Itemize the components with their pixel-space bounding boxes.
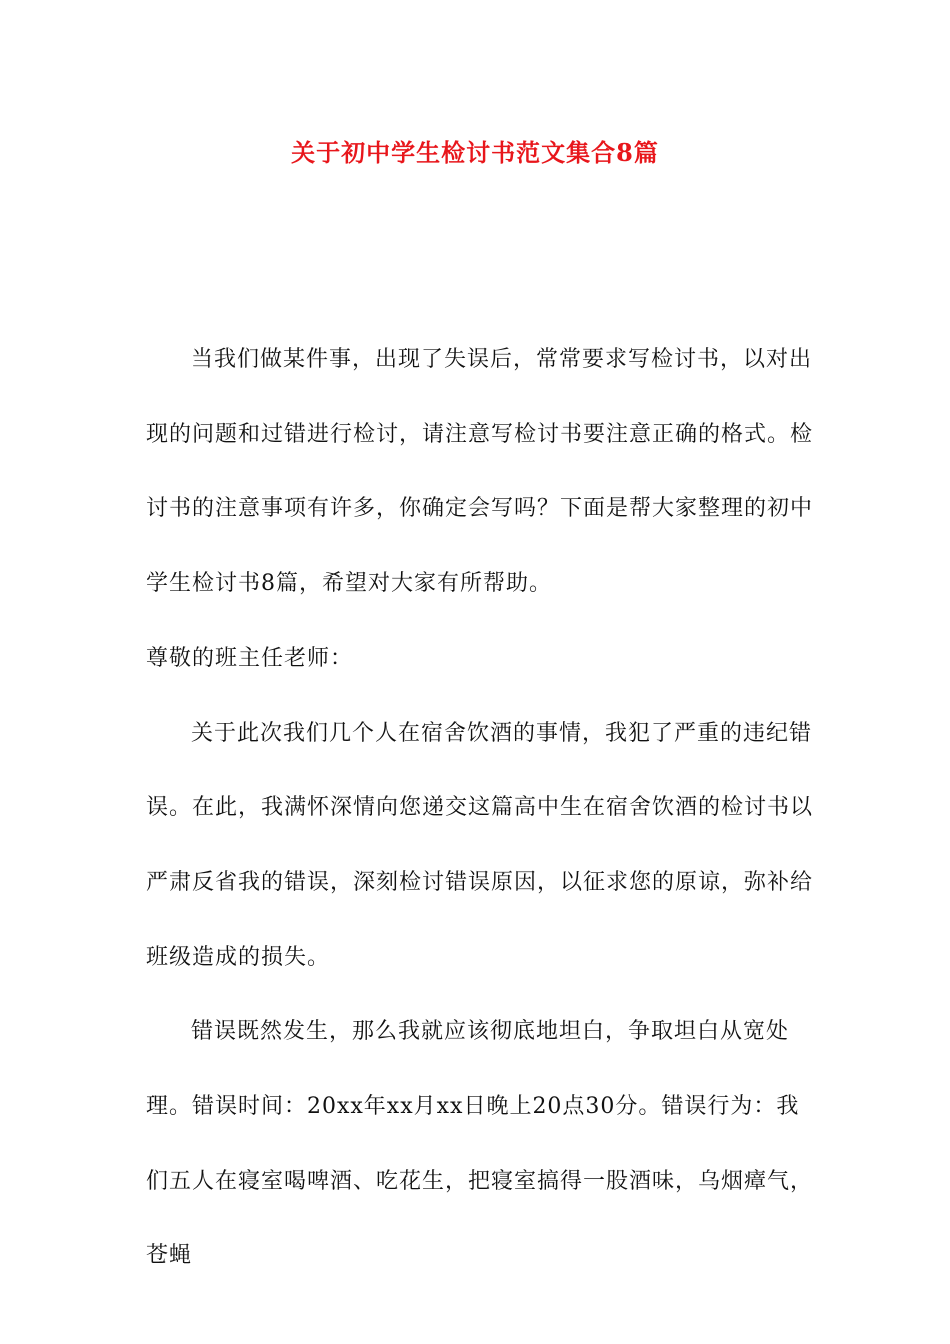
document-title: 关于初中学生检讨书范文集合8篇 <box>291 138 659 167</box>
intro-paragraph: 当我们做某件事，出现了失误后，常常要求写检讨书，以对出现的问题和过错进行检讨，请注意写检讨书要注意正确的格式。检讨书的注意事项有许多，你确定会写吗？下面是帮大家整理的初中学生检讨书8篇，希望对大家有所帮助。 <box>146 347 814 597</box>
salutation: 尊敬的班主任老师： <box>146 645 354 671</box>
document-body <box>146 323 816 1294</box>
body-paragraph-1: 关于此次我们几个人在宿舍饮酒的事情，我犯了严重的违纪错误。在此，我满怀深情向您递交这篇高中生在宿舍饮酒的检讨书以严肃反省我的错误，深刻检讨错误原因，以征求您的原谅，弥补给班级造成的损失。 <box>146 720 814 970</box>
body-paragraph-2: 错误既然发生，那么我就应该彻底地坦白，争取坦白从宽处理。错误时间：20xx年xx月xx日晚上20点30分。错误行为：我们五人在寝室喝啤酒、吃花生，把寝室搞得一股酒味，乌烟瘴气，苍蝇 <box>146 1019 814 1269</box>
